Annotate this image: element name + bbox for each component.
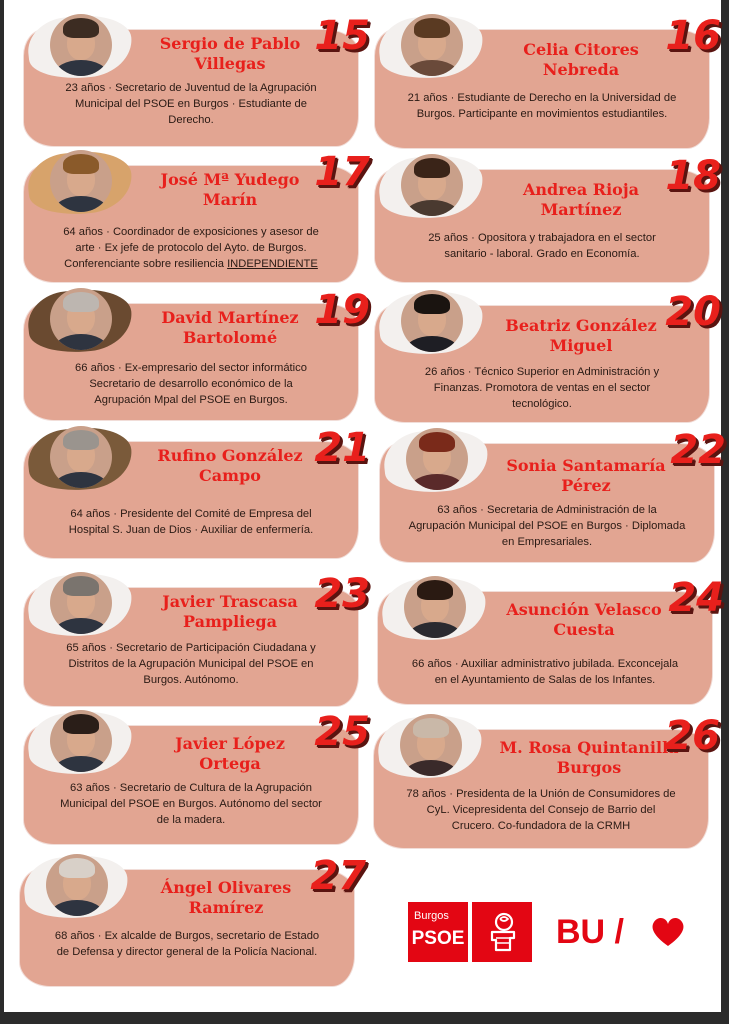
candidate-photo: [401, 14, 463, 76]
candidate-card: [24, 13, 370, 146]
candidate-photo: [50, 426, 112, 488]
candidate-name: Ángel Olivares Ramírez: [160, 878, 292, 917]
candidate-card: [24, 425, 370, 558]
candidate-name: David Martínez Bartolomé: [161, 308, 299, 347]
candidate-name: Beatriz González Miguel: [505, 316, 657, 355]
right-border: [721, 0, 729, 1024]
logo-party: PSOE: [411, 928, 465, 949]
candidate-description: 66 años · Auxiliar administrativo jubilada. Exconcejala en el Ayuntamiento de Salas de los Infantes.: [411, 658, 679, 686]
candidate-name: Sonia Santamaría Pérez: [506, 456, 666, 495]
candidate-photo: [401, 290, 463, 352]
candidate-photo: [50, 288, 112, 350]
candidate-number: 16: [665, 13, 721, 59]
candidate-photo: [404, 576, 466, 638]
candidate-name: José Mª Yudego Marín: [160, 170, 300, 209]
candidate-name: Sergio de Pablo Villegas: [159, 34, 301, 73]
candidate-photo: [50, 14, 112, 76]
candidate-card: [380, 427, 726, 562]
candidate-description: 66 años · Ex-empresario del sector informático Secretario de desarrollo económico de la Agrupación Mpal del PSOE en Burgos.: [75, 362, 307, 406]
fist-rose-logo: [472, 902, 532, 962]
candidate-card: [24, 709, 370, 844]
candidate-number: 25: [314, 709, 370, 755]
left-border: [0, 0, 4, 1024]
candidate-description: 68 años · Ex alcalde de Burgos, secretario de Estado de Defensa y director general de la Policía Nacional.: [54, 930, 320, 958]
candidate-card: [374, 713, 720, 848]
fist-rose-icon: [472, 902, 532, 962]
candidate-card: [375, 153, 721, 282]
bottom-border: [0, 1012, 729, 1024]
candidate-card: [375, 289, 721, 422]
candidate-number: 22: [670, 427, 726, 473]
candidate-name: Javier López Ortega: [175, 734, 285, 773]
logo-city: Burgos: [414, 910, 449, 922]
candidate-description: 64 años · Coordinador de exposiciones y asesor de arte · Ex jefe de protocolo del Ayto. de Burgos. Conferenciante sobre resiliencia INDEPENDIENTE: [63, 226, 319, 270]
candidate-photo: [50, 710, 112, 772]
candidate-number: 23: [314, 571, 370, 617]
candidate-description: 64 años · Presidente del Comité de Empresa del Hospital S. Juan de Dios · Auxiliar de enfermería.: [68, 508, 314, 536]
candidate-description: 23 años · Secretario de Juventud de la Agrupación Municipal del PSOE en Burgos · Estudiante de Derecho.: [65, 82, 317, 126]
candidate-number: 20: [665, 289, 721, 335]
candidate-name: Asunción Velasco Cuesta: [506, 600, 662, 639]
candidate-name: Andrea Rioja Martínez: [523, 180, 639, 219]
candidate-card: [24, 287, 370, 420]
candidate-description: 78 años · Presidenta de la Unión de Consumidores de CyL. Vicepresidenta del Consejo de Barrio del Crucero. Co-fundadora de la CRMH: [406, 788, 676, 832]
candidate-number: 24: [668, 575, 724, 621]
candidate-number: 21: [314, 425, 370, 471]
candidate-number: 17: [314, 149, 370, 195]
candidate-name: Rufino González Campo: [157, 446, 303, 485]
candidate-photo: [46, 854, 108, 916]
heart-icon: [650, 916, 686, 948]
candidate-name: Javier Trascasa Pampliega: [162, 592, 298, 631]
candidate-photo: [401, 154, 463, 216]
candidate-description: 63 años · Secretario de Cultura de la Agrupación Municipal del PSOE en Burgos. Autónomo del sector de la madera.: [60, 782, 322, 826]
candidate-photo: [406, 428, 468, 490]
candidate-description: 26 años · Técnico Superior en Administración y Finanzas. Promotora de ventas en el sector tecnológico.: [424, 366, 660, 410]
candidate-card: [24, 571, 370, 706]
candidate-number: 27: [310, 853, 366, 899]
candidate-description: 63 años · Secretaria de Administración de la Agrupación Municipal del PSOE en Burgos · Diplomada en Empresariales.: [408, 504, 686, 548]
candidate-description: 21 años · Estudiante de Derecho en la Universidad de Burgos. Participante en movimientos estudiantiles.: [407, 92, 677, 120]
candidate-number: 18: [665, 153, 721, 199]
candidate-card: [24, 149, 370, 282]
psoe-logo: [408, 902, 468, 962]
candidate-card: [375, 13, 721, 148]
candidate-description: 65 años · Secretario de Participación Ciudadana y Distritos de la Agrupación Municipal del PSOE en Burgos. Autónomo.: [66, 642, 316, 686]
candidate-number: 19: [314, 287, 370, 333]
candidate-card: [20, 853, 366, 986]
candidate-number: 26: [664, 713, 720, 759]
tagline-text: BU /: [556, 913, 624, 951]
bu-tagline: [556, 912, 624, 952]
candidate-photo: [400, 714, 462, 776]
candidate-card: [378, 575, 724, 704]
candidate-photo: [50, 572, 112, 634]
candidate-name: Celia Citores Nebreda: [523, 40, 639, 79]
candidate-photo: [50, 150, 112, 212]
candidate-number: 15: [314, 13, 370, 59]
candidate-description: 25 años · Opositora y trabajadora en el sector sanitario - laboral. Grado en Economía.: [428, 232, 656, 260]
candidate-name: M. Rosa Quintanilla Burgos: [499, 738, 679, 777]
